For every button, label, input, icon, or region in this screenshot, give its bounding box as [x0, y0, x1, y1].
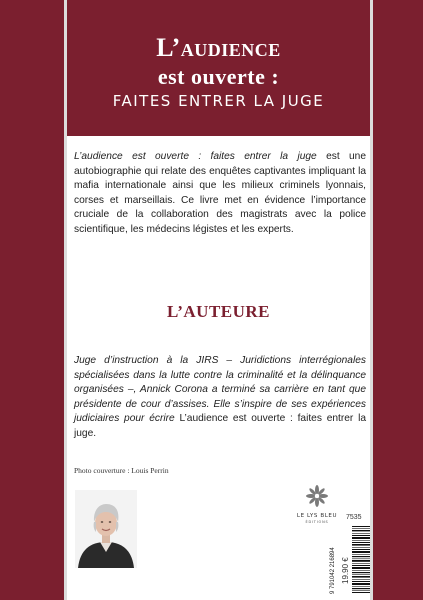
right-burgundy-band [373, 0, 423, 600]
price-label: 19.90 € [341, 557, 350, 584]
publisher-name: LE LYS BLEU [296, 513, 338, 519]
title-line-2: est ouverte : [157, 64, 280, 89]
photo-credit: Photo couverture : Louis Perrin [74, 466, 169, 475]
publisher-sub: ÉDITIONS [305, 520, 329, 524]
lily-flower-icon [305, 484, 329, 508]
author-bio-paragraph [74, 354, 366, 442]
product-code: 7535 [346, 514, 362, 521]
synopsis-paragraph [74, 150, 366, 238]
left-burgundy-band [0, 0, 64, 600]
title-line-3: FAITES ENTRER LA JUGE [112, 92, 325, 110]
synopsis-title-italic: L’audience est ouverte : faites entrer la juge [74, 151, 317, 162]
isbn-digits: 9 791042 216894 [330, 547, 336, 594]
author-section-title: L’AUTEURE [166, 302, 271, 321]
author-photo [75, 490, 137, 568]
author-bio-book-title: L’audience est ouverte : faites entrer la juge. [74, 413, 367, 439]
author-portrait [75, 490, 137, 568]
title-line-1: L’audience [156, 33, 281, 62]
barcode-icon [352, 524, 370, 594]
title-block [67, 0, 370, 136]
author-bio-italic: Juge d’instruction à la JIRS – Juridictions interrégionales spécialisées dans la lutte contre la criminalité et la délinquance organisées –, Annick Corona a terminé sa carrière en tant que présidente de cour d’assises. Elle s’inspire de ses expériences judiciaires pour écrire [74, 355, 366, 425]
publisher-logo [292, 484, 342, 524]
synopsis-text: est une autobiographie qui relate des enquêtes captivantes impliquant la mafia internationale ainsi que les milieux criminels lyonnais, corses et marseillais. Ce livre met en évidence l’importance cruciale de la collaboration des magistrats avec la police scientifique, les médecins légistes et les experts. [74, 151, 367, 235]
